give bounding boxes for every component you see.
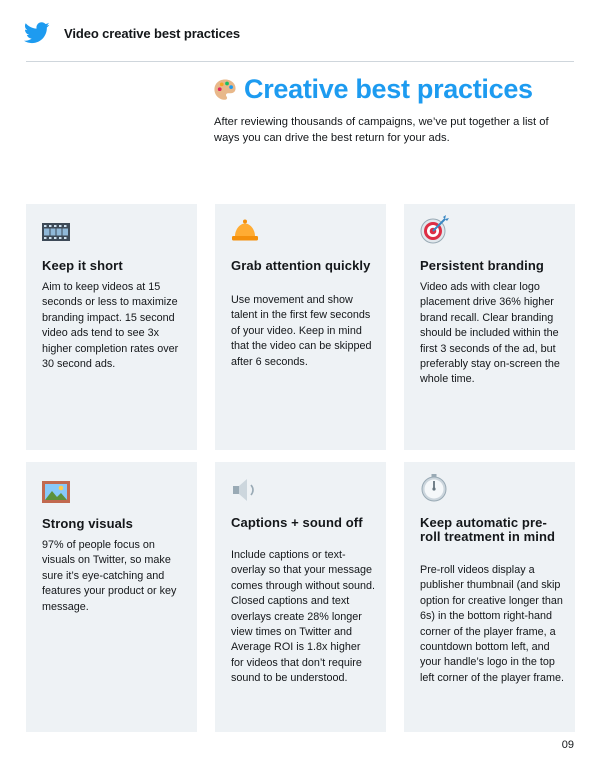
card-body: Video ads with clear logo placement drive 36% higher brand recall. Clear branding should be included within the first 3 seconds of the ad, but preferably stay on-screen the whole time. (420, 281, 560, 386)
intro-text: After reviewing thousands of campaigns, we’ve put together a list of ways you can drive the best return for your ads. (214, 116, 549, 144)
card-title: Keep automatic pre-roll treatment in mind (420, 515, 556, 544)
card-grab-attention (215, 204, 386, 450)
card-title: Persistent branding (420, 258, 544, 273)
twitter-bird-icon (24, 22, 50, 44)
film-strip-icon (40, 216, 72, 248)
card-title: Keep it short (42, 258, 123, 273)
framed-picture-icon (40, 476, 72, 508)
page-title: Creative best practices (244, 74, 533, 104)
bell-icon (229, 214, 261, 246)
card-body: Include captions or text-overlay so that your message comes through without sound. Closed captions and text overlays create 28% longer view times on Twitter and Average ROI is 1.8x higher for videos that don’t require sound to be understood. (231, 549, 376, 685)
card-title: Grab attention quickly (231, 258, 371, 273)
card-captions-sound-off (215, 462, 386, 732)
timer-icon (418, 472, 450, 504)
page-header (24, 20, 240, 46)
speaker-icon (229, 474, 261, 506)
card-body: Pre-roll videos display a publisher thumbnail (and skip option for creative longer than 6s) in the bottom right-hand corner of the player frame, a countdown bottom left, and your handle’s logo in the top left corner of the player frame. (420, 564, 565, 684)
palette-icon (212, 77, 238, 103)
card-body: Aim to keep videos at 15 seconds or less to maximize branding impact. 15 second video ads tend to see 3x higher completion rates over 30 second ads. (42, 281, 179, 371)
card-persistent-branding (404, 204, 575, 450)
card-keep-it-short (26, 204, 197, 450)
target-icon (418, 214, 450, 246)
card-title: Strong visuals (42, 516, 133, 531)
title-row (212, 74, 533, 105)
header-title: Video creative best practices (64, 25, 241, 41)
card-body: Use movement and show talent in the first few seconds of your video. Keep in mind that the video can be skipped after 6 seconds. (231, 294, 372, 368)
card-body: 97% of people focus on visuals on Twitter, so make sure it’s eye-catching and features your product or key message. (42, 539, 177, 613)
card-pre-roll-treatment (404, 462, 575, 732)
page-number: 09 (561, 739, 574, 751)
card-strong-visuals (26, 462, 197, 732)
card-title: Captions + sound off (231, 515, 363, 530)
header-divider (26, 61, 574, 62)
